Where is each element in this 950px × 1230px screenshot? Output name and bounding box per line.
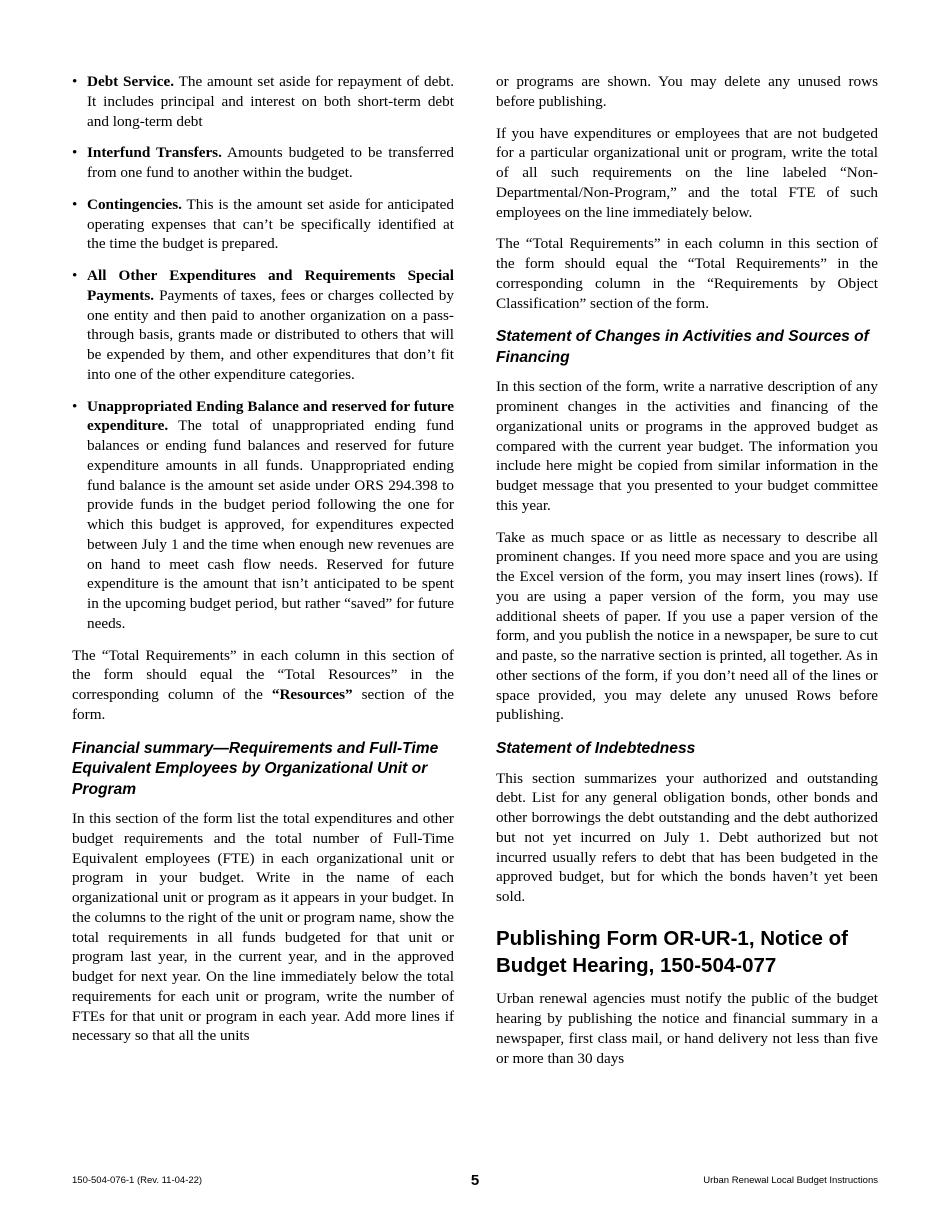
list-item [72, 397, 454, 634]
paragraph-text-bold: “Resources” [271, 686, 353, 703]
bullet-term: All Other Expenditures and Requirements Special Payments. [87, 267, 454, 304]
two-column-body [72, 72, 878, 1080]
expenditure-categories-list [72, 72, 454, 634]
paragraph-continued: or programs are shown. You may delete any unused rows before publishing. [496, 73, 878, 110]
bullet-text: The amount set aside for repayment of debt. It includes principal and interest on both short-term debt and long-term debt [87, 73, 455, 130]
paragraph-total-requirements-right: The “Total Requirements” in each column in this section of the form should equal the “Total Requirements” in the corresponding column in the “Requirements by Object Classification” section of the form. [496, 235, 878, 312]
right-column [496, 72, 878, 1080]
list-item [72, 195, 454, 254]
paragraph-changes-1: In this section of the form, write a narrative description of any prominent changes in the activities and financing of the organizational units or programs in the approved budget as compared with the current year budget. The information you include here might be copied from similar information in the budget message that you presented to your budget committee this year. [496, 378, 878, 514]
list-item [72, 143, 454, 183]
bullet-text: Amounts budgeted to be transferred from one fund to another within the budget. [87, 144, 454, 181]
heading-financial-summary: Financial summary—Requirements and Full-Time Equivalent Employees by Organizational Unit or Program [72, 739, 439, 798]
paragraph-changes-2: Take as much space or as little as necessary to describe all prominent changes. If you need more space and you are using the Excel version of the form, you may insert lines (rows). If you are using a paper version of the form, you may use additional sheets of paper. If you use a paper version of the form, and you publish the notice in a newspaper, be sure to cut and paste, so the narrative section is printed, all together. As in other sections of the form, if you don’t need all of the lines or space provided, you may delete any unused Rows before publishing. [496, 528, 878, 724]
bullet-term: Debt Service. [87, 73, 175, 90]
paragraph-publishing: Urban renewal agencies must notify the public of the budget hearing by publishing the notice and financial summary in a newspaper, first class mail, or hand delivery not less than five or more than 30 days [496, 990, 878, 1067]
list-item [72, 266, 454, 385]
bullet-text: Payments of taxes, fees or charges collected by one entity and then paid to another organization on a pass-through basis, grants made or distributed to others that will be expended by them, and other expenditures that don’t fit into one of the other expenditure categories. [87, 286, 454, 383]
bullet-term: Unappropriated Ending Balance and reserved for future expenditure. [87, 397, 454, 435]
bullet-text: This is the amount set aside for anticipated operating expenses that can’t be specifically identified at the time the budget is prepared. [87, 195, 454, 253]
list-item [72, 72, 454, 131]
paragraph-text-part1: The “Total Requirements” in each column in this section of the form should equal the “Total Resources” in the corresponding column of the [72, 646, 454, 703]
footer-document-title: Urban Renewal Local Budget Instructions [703, 1175, 878, 1186]
paragraph-non-departmental: If you have expenditures or employees that are not budgeted for a particular organizational unit or program, write the total of all such requirements on the line labeled “Non-Departmental/Non-Program,” and the total FTE of such employees on the line immediately below. [496, 124, 878, 221]
footer-form-number: 150-504-076-1 (Rev. 11-04-22) [72, 1175, 203, 1186]
heading-publishing-form: Publishing Form OR-UR-1, Notice of Budget Hearing, 150-504-077 [496, 926, 848, 978]
paragraph-indebtedness: This section summarizes your authorized and outstanding debt. List for any general obligation bonds, other bonds and other borrowings the debt outstanding and the debt authorized but not yet incurred on July 1. Debt authorized but not incurred usually refers to debt that has been budgeted in the approved budget, but for which the bonds haven’t yet been sold. [496, 769, 878, 906]
bullet-term: Interfund Transfers. [87, 144, 222, 162]
paragraph-total-requirements [72, 646, 454, 725]
heading-statement-of-changes: Statement of Changes in Activities and Sources of Financing [496, 328, 869, 366]
heading-statement-of-indebtedness: Statement of Indebtedness [496, 740, 696, 758]
left-column [72, 72, 454, 1080]
page-footer [72, 1172, 878, 1192]
paragraph-text-part2: section of the form. [72, 686, 454, 723]
bullet-term: Contingencies. [87, 195, 182, 213]
page-number: 5 [470, 1172, 480, 1189]
paragraph-financial-summary: In this section of the form list the total expenditures and other budget requirements and the total number of Full-Time Equivalent employees (FTE) in each organizational unit or program in your budget. Write in the name of each organizational unit or program as it appears in your budget. In the columns to the right of the unit or program name, show the total requirements in all funds budgeted for that unit or program last year, in the current year, and in the approved budget for next year. On the line immediately below the total requirements for each unit or program, write the number of FTEs for that unit or program in each year. Add more lines if necessary so that all the units [72, 810, 454, 1045]
bullet-text: The total of unappropriated ending fund balances or ending fund balances and reserved for future expenditure amounts in all funds. Unappropriated ending fund balance is the amount set aside under ORS 294.398 to provide funds in the budget period following the one for which this budget is approved, for expenditures expected between July 1 and the time when enough new revenues are on hand to meet cash flow needs. Reserved for future expenditure is the amount that isn’t anticipated to be spent in the upcoming budget period, but rather “saved” for future needs. [87, 417, 454, 632]
